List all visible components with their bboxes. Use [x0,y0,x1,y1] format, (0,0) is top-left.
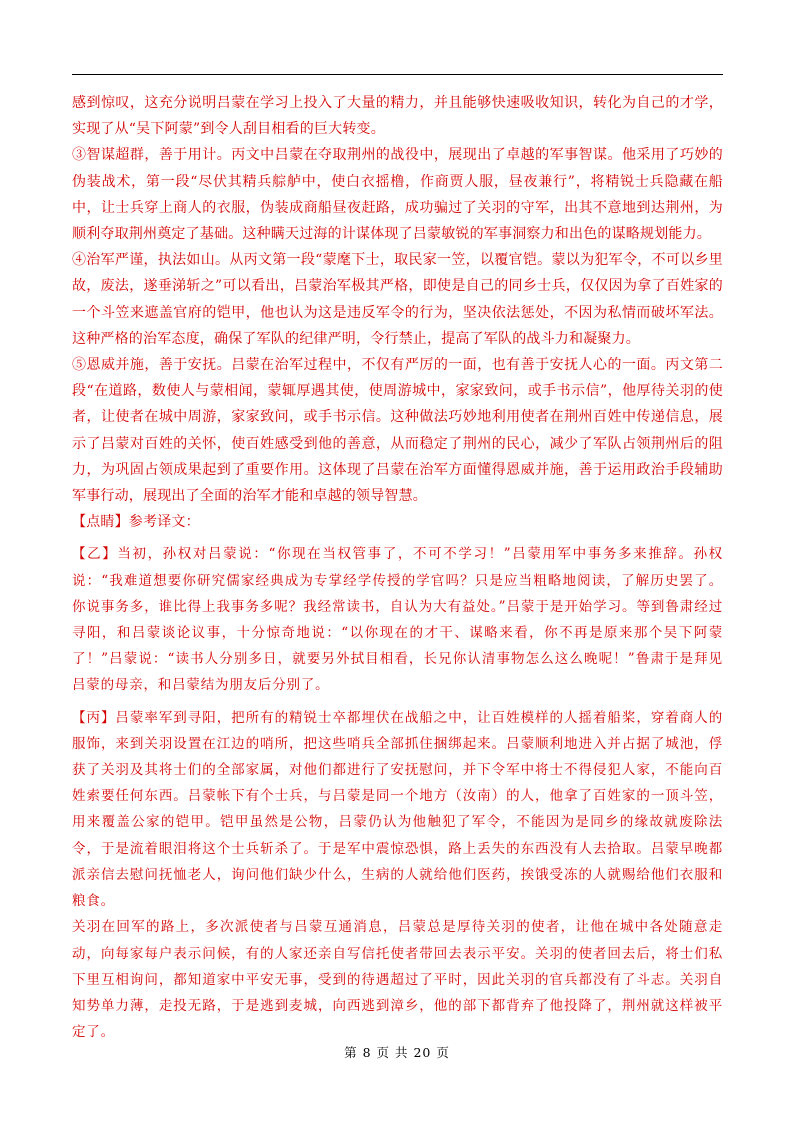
analysis-point-3: ③智谋超群，善于用计。丙文中吕蒙在夺取荆州的战役中，展现出了卓越的军事智谋。他采用了巧妙的伪装战术，第一段“尽伏其精兵䑸舻中，使白衣摇橹，作商贾人服，昼夜兼行”，将精锐士兵隐藏在船中，让士兵穿上商人的衣服，伪装成商船昼夜赶路，成功骗过了关羽的守军，出其不意地到达荆州，为顺利夺取荆州奠定了基础。这种瞒天过海的计谋体现了吕蒙敏锐的军事洞察力和出色的谋略规划能力。 [72,147,723,243]
dianjing-label: 【点睛】参考译文： [72,514,200,531]
page-number: 第 8 页 共 20 页 [344,1045,450,1060]
translation-bing-part-1: 【丙】吕蒙率军到寻阳，把所有的精锐士卒都埋伏在战船之中，让百姓模样的人摇着船桨，穿着商人的服饰，来到关羽设置在江边的哨所，把这些哨兵全部抓住捆绑起来。吕蒙顺利地进入并占据了城池，俘获了关羽及其将士们的全部家属，对他们都进行了安抚慰问，并下令军中将士不得侵犯人家，不能向百姓索要任何东西。吕蒙帐下有个士兵，与吕蒙是同一个地方（汝南）的人，他拿了百姓家的一顶斗笠，用来覆盖公家的铠甲。铠甲虽然是公物，吕蒙仍认为他触犯了军令，不能因为是同乡的缘故就废除法令，于是流着眼泪将这个士兵斩杀了。于是军中震惊恐惧，路上丢失的东西没有人去拾取。吕蒙早晚都派亲信去慰问抚恤老人，询问他们缺少什么，生病的人就给他们医药，挨饿受冻的人就赐给他们衣服和粮食。 [72,709,723,910]
document-body [72,90,723,1045]
header-rule [72,74,723,75]
analysis-point-4: ④治军严谨，执法如山。从丙文第一段“蒙麾下士，取民家一笠，以覆官铠。蒙以为犯军令，不可以乡里故，废法，遂垂涕斩之”可以看出，吕蒙治军极其严格，即使是自己的同乡士兵，仅仅因为拿了百姓家的一个斗笠来遮盖官府的铠甲，他也认为这是违反军令的行为，坚决依法惩处，不因为私情而破坏军法。这种严格的治军态度，确保了军队的纪律严明，令行禁止，提高了军队的战斗力和凝聚力。 [72,252,723,347]
analysis-paragraph-continued: 感到惊叹，这充分说明吕蒙在学习上投入了大量的精力，并且能够快速吸收知识，转化为自己的才学，实现了从“吴下阿蒙”到令人刮目相看的巨大转变。 [72,95,723,138]
translation-yi: 【乙】当初，孙权对吕蒙说：“你现在当权管事了，不可不学习！”吕蒙用军中事务多来推辞。孙权说：“我难道想要你研究儒家经典成为专掌经学传授的学官吗？只是应当粗略地阅读，了解历史罢了。你说事务多，谁比得上我事务多呢？我经常读书，自认为大有益处。”吕蒙于是开始学习。等到鲁肃经过寻阳，和吕蒙谈论议事，十分惊奇地说：“以你现在的才干、谋略来看，你不再是原来那个吴下阿蒙了！”吕蒙说：“读书人分别多日，就要另外拭目相看，长兄你认清事物怎么这么晚呢！”鲁肃于是拜见吕蒙的母亲，和吕蒙结为朋友后分别了。 [72,546,723,694]
translation-bing-part-2: 关羽在回军的路上，多次派使者与吕蒙互通消息，吕蒙总是厚待关羽的使者，让他在城中各处随意走动，向每家每户表示问候，有的人家还亲自写信托使者带回去表示平安。关羽的使者回去后，将士们私下里互相询问，都知道家中平安无事，受到的待遇超过了平时，因此关羽的官兵都没有了斗志。关羽自知势单力薄，走投无路，于是逃到麦城，向西逃到漳乡，他的部下都背弃了他投降了，荆州就这样被平定了。 [72,919,723,1041]
analysis-point-5: ⑤恩威并施，善于安抚。吕蒙在治军过程中，不仅有严厉的一面，也有善于安抚人心的一面。丙文第二段“在道路，数使人与蒙相闻，蒙辄厚遇其使，使周游城中，家家致问，或手书示信”，他厚待关羽的使者，让使者在城中周游，家家致问，或手书示信。这种做法巧妙地利用使者在荆州百姓中传递信息，展示了吕蒙对百姓的关怀，使百姓感受到他的善意，从而稳定了荆州的民心，减少了军队占领荆州后的阻力，为巩固占领成果起到了重要作用。这体现了吕蒙在治军方面懂得恩威并施，善于运用政治手段辅助军事行动，展现出了全面的治军才能和卓越的领导智慧。 [72,357,723,505]
